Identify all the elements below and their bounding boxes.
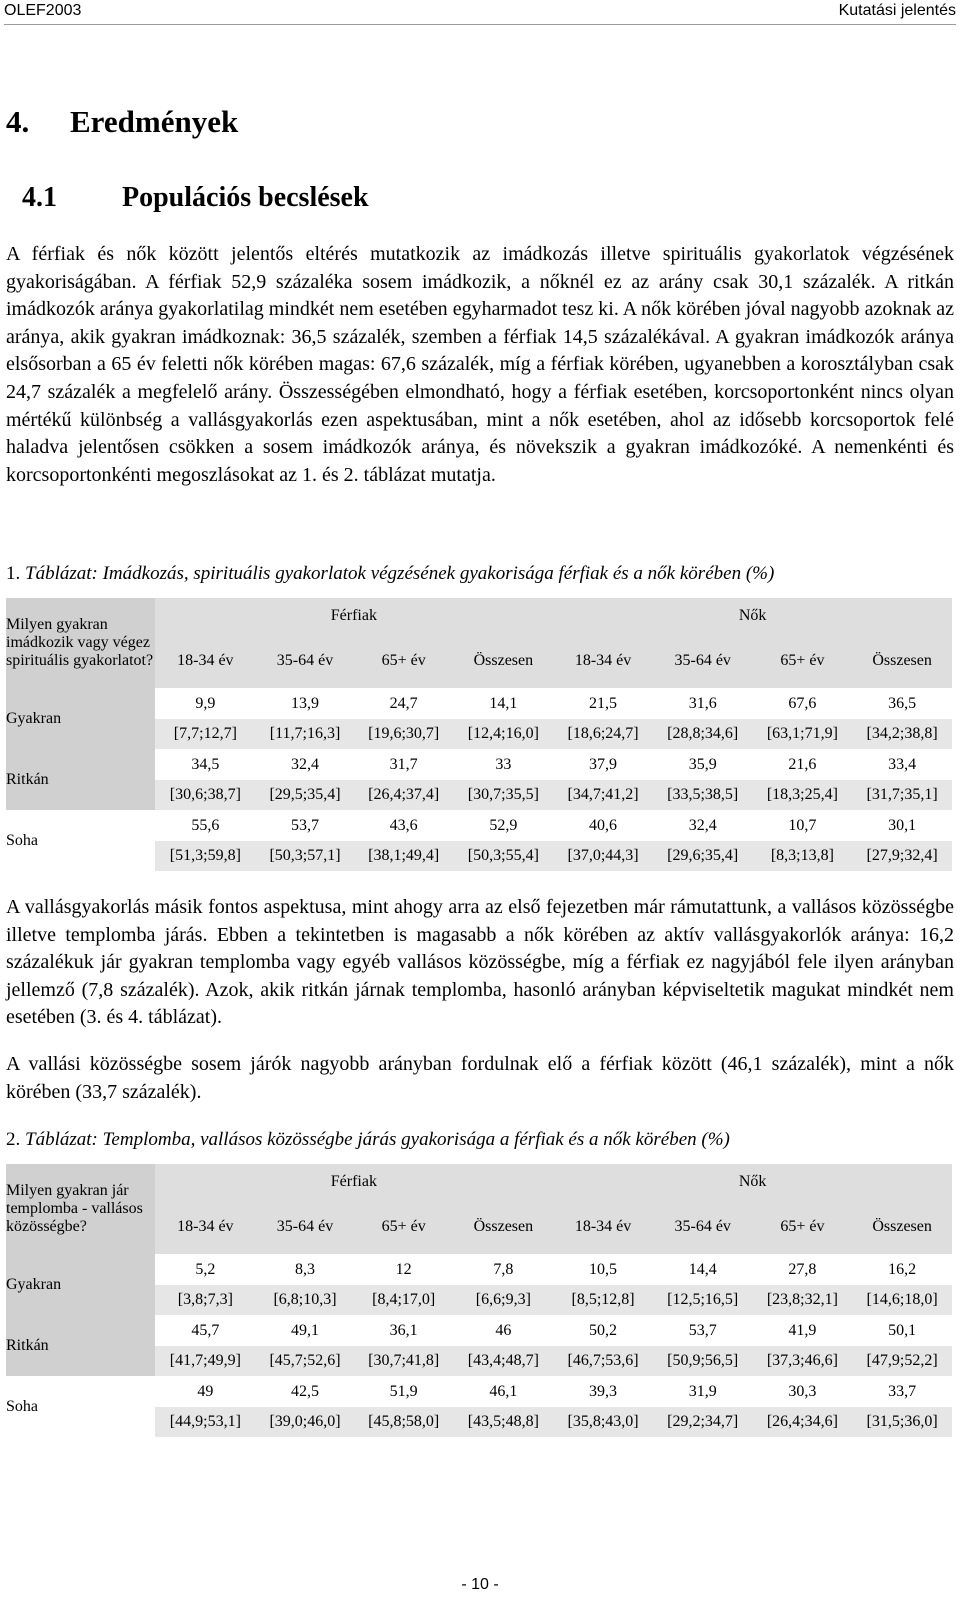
table-cell-value: 40,6 (589, 816, 618, 834)
table-cell-ci: [34,2;38,8] (866, 725, 938, 742)
table-2-col-header: 65+ év (753, 1200, 853, 1254)
table-2-group-men: Férfiak (155, 1164, 554, 1200)
table-cell-ci: [8,5;12,8] (571, 1291, 635, 1308)
table-cell-ci: [29,2;34,7] (667, 1413, 739, 1430)
table-cell-ci: [45,7;52,6] (269, 1352, 341, 1369)
table-cell-value: 32,4 (688, 816, 717, 834)
table-cell-ci: [6,8;10,3] (273, 1291, 337, 1308)
subsection-title: Populációs becslések (122, 182, 369, 213)
table-cell-value: 50,2 (589, 1321, 618, 1339)
table-2-row-label: Gyakran (6, 1254, 155, 1315)
table-cell-value: 31,9 (688, 1382, 717, 1400)
table-cell-value: 46,1 (489, 1382, 518, 1400)
table-cell-ci: [50,9;56,5] (667, 1352, 739, 1369)
table-cell-value: 53,7 (688, 1321, 717, 1339)
table-cell-ci: [47,9;52,2] (866, 1352, 938, 1369)
table-cell-ci: [27,9;32,4] (866, 847, 938, 864)
table-1-col-header: Összesen (454, 634, 554, 688)
table-row (6, 1376, 952, 1407)
table-cell-ci: [30,7;35,5] (467, 786, 539, 803)
table-1-row-label: Soha (6, 810, 155, 871)
table-cell-ci: [8,3;13,8] (770, 847, 834, 864)
table-cell-ci: [35,8;43,0] (567, 1413, 639, 1430)
table-cell-value: 45,7 (191, 1321, 220, 1339)
table-1-col-header: 18-34 év (155, 634, 257, 688)
table-cell-value: 36,5 (888, 694, 917, 712)
table-2-col-header: 35-64 év (653, 1200, 753, 1254)
table-cell-ci: [31,7;35,1] (866, 786, 938, 803)
table-cell-value: 7,8 (493, 1260, 514, 1278)
table-cell-value: 31,6 (688, 694, 717, 712)
table-1 (6, 598, 952, 871)
section-heading (6, 104, 238, 140)
table-cell-value: 46 (495, 1321, 512, 1339)
subsection-number: 4.1 (22, 182, 57, 213)
table-cell-ci: [45,8;58,0] (368, 1413, 440, 1430)
table-2-question: Milyen gyakran jár templomba - vallásos közösségbe? (6, 1164, 155, 1254)
table-cell-ci: [30,7;41,8] (368, 1352, 440, 1369)
table-cell-value: 36,1 (389, 1321, 418, 1339)
paragraph-church-attendance: A vallásgyakorlás másik fontos aspektusa, mint ahogy arra az első fejezetben már rámutattunk, a vallásos közösségbe illetve templomba járás. Ebben a tekintetben is magasabb a nők körében az aktív vallásgyakorlók aránya: 16,2 százalékuk jár gyakran templomba vagy egyéb vallásos közösségbe, míg a férfiak ez nagyjából fele ilyen arányban jellemző (7,8 százalék). Azok, akik ritkán járnak templomba, hasonló arányban képviseltetik magukat mindkét nem esetében (3. és 4. táblázat). (6, 896, 954, 1029)
table-cell-value: 8,3 (295, 1260, 316, 1278)
page-header (4, 0, 956, 25)
table-cell-value: 16,2 (888, 1260, 917, 1278)
table-cell-ci: [26,4;37,4] (368, 786, 440, 803)
table-cell-value: 14,1 (489, 694, 518, 712)
table-1-caption-number: 1. (6, 563, 21, 584)
table-row (6, 1315, 952, 1346)
table-row (6, 810, 952, 841)
table-1-col-header: 18-34 év (553, 634, 653, 688)
table-1-col-header: 65+ év (753, 634, 853, 688)
table-cell-ci: [23,8;32,1] (766, 1291, 838, 1308)
table-cell-value: 30,3 (788, 1382, 817, 1400)
table-1-row-label: Gyakran (6, 688, 155, 749)
table-cell-value: 24,7 (389, 694, 418, 712)
paragraph-prayer: A férfiak és nők között jelentős eltérés mutatkozik az imádkozás illetve spirituális gyakorlatok végzésének gyakoriságában. A férfiak 52,9 százaléka sosem imádkozik, a nőknél ez az arány csak 30,1 százalék. A ritkán imádkozók aránya gyakorlatilag mindkét nem esetében egyharmadot tesz ki. A nők körében jóval nagyobb azoknak az aránya, akik gyakran imádkoznak: 36,5 százalék, szemben a férfiak 14,5 százalékával. A gyakran imádkozók aránya elsősorban a 65 év feletti nők körében magas: 67,6 százalék, míg a férfiak körében, ugyanebben a korosztályban csak 24,7 százalék a megfelelő arány. Összességében elmondható, hogy a férfiak esetében, korcsoportonként nincs olyan mértékű különbség a vallásgyakorlás ezen aspektusában, mint a nők esetében, ahol az idősebb korcsoportok felé haladva jelentősen csökken a sosem imádkozók aránya, és növekszik a gyakran imádkozóké. A nemenkénti és korcsoportonkénti megoszlásokat az 1. és 2. táblázat mutatja. (6, 243, 954, 486)
table-cell-value: 33,7 (888, 1382, 917, 1400)
table-cell-ci: [19,6;30,7] (368, 725, 440, 742)
table-2-row-label: Soha (6, 1376, 155, 1437)
section-title: Eredmények (70, 104, 239, 139)
table-row (6, 1254, 952, 1285)
table-cell-ci: [46,7;53,6] (567, 1352, 639, 1369)
table-cell-value: 42,5 (291, 1382, 320, 1400)
table-cell-ci: [30,6;38,7] (169, 786, 241, 803)
table-cell-value: 35,9 (688, 755, 717, 773)
table-2-col-header: 35-64 év (256, 1200, 354, 1254)
table-2-group-women: Nők (553, 1164, 952, 1200)
table-cell-value: 21,5 (589, 694, 618, 712)
table-1-col-header: 65+ év (354, 634, 454, 688)
table-cell-ci: [6,6;9,3] (475, 1291, 531, 1308)
table-cell-ci: [43,4;48,7] (467, 1352, 539, 1369)
table-cell-ci: [29,5;35,4] (269, 786, 341, 803)
table-cell-value: 39,3 (589, 1382, 618, 1400)
table-cell-value: 21,6 (788, 755, 817, 773)
table-row (6, 688, 952, 719)
table-cell-ci: [39,0;46,0] (269, 1413, 341, 1430)
table-cell-ci: [7,7;12,7] (173, 725, 237, 742)
table-cell-ci: [29,6;35,4] (667, 847, 739, 864)
table-cell-ci: [50,3;57,1] (269, 847, 341, 864)
table-row (6, 749, 952, 780)
table-1-col-header: 35-64 év (256, 634, 354, 688)
table-cell-ci: [50,3;55,4] (467, 847, 539, 864)
header-report-type: Kutatási jelentés (838, 2, 956, 19)
paragraph-never-attend: A vallási közösségbe sosem járók nagyobb arányban fordulnak elő a férfiak között (46,1 százalék), mint a nők körében (33,7 százalék). (6, 1053, 954, 1103)
table-2-caption (6, 1129, 954, 1151)
table-cell-value: 33,4 (888, 755, 917, 773)
table-2-col-header: Összesen (454, 1200, 554, 1254)
table-2-col-header: 18-34 év (155, 1200, 257, 1254)
table-1-group-men: Férfiak (155, 598, 554, 634)
table-cell-value: 30,1 (888, 816, 917, 834)
table-cell-ci: [11,7;16,3] (269, 725, 341, 742)
table-1-caption (6, 563, 954, 585)
table-cell-ci: [63,1;71,9] (766, 725, 838, 742)
section-number: 4. (6, 104, 30, 139)
table-cell-ci: [26,4;34,6] (766, 1413, 838, 1430)
table-cell-value: 67,6 (788, 694, 817, 712)
table-2-row-label: Ritkán (6, 1315, 155, 1376)
table-cell-value: 49 (197, 1382, 214, 1400)
table-1-col-header: Összesen (852, 634, 952, 688)
table-cell-ci: [38,1;49,4] (368, 847, 440, 864)
table-cell-value: 13,9 (291, 694, 320, 712)
table-cell-ci: [43,5;48,8] (467, 1413, 539, 1430)
table-cell-ci: [3,8;7,3] (177, 1291, 233, 1308)
table-1-question: Milyen gyakran imádkozik vagy végez spirituális gyakorlatot? (6, 598, 155, 688)
table-cell-value: 43,6 (389, 816, 418, 834)
table-cell-value: 14,4 (688, 1260, 717, 1278)
table-1-row-label: Ritkán (6, 749, 155, 810)
table-cell-ci: [34,7;41,2] (567, 786, 639, 803)
table-cell-value: 41,9 (788, 1321, 817, 1339)
header-report-code: OLEF2003 (4, 2, 82, 19)
table-cell-value: 50,1 (888, 1321, 917, 1339)
table-cell-value: 34,5 (191, 755, 220, 773)
page-number: - 10 - (461, 1576, 499, 1593)
table-2-col-header: 65+ év (354, 1200, 454, 1254)
table-1-caption-text: Táblázat: Imádkozás, spirituális gyakorlatok végzésének gyakorisága férfiak és a nők körében (%) (25, 563, 775, 584)
table-cell-value: 53,7 (291, 816, 320, 834)
subsection-heading (22, 182, 369, 214)
table-cell-value: 27,8 (788, 1260, 817, 1278)
table-cell-ci: [28,8;34,6] (667, 725, 739, 742)
table-2-col-header: Összesen (852, 1200, 952, 1254)
table-cell-value: 49,1 (291, 1321, 320, 1339)
table-cell-ci: [41,7;49,9] (169, 1352, 241, 1369)
table-cell-ci: [12,5;16,5] (667, 1291, 739, 1308)
table-cell-value: 10,5 (589, 1260, 618, 1278)
table-cell-ci: [14,6;18,0] (866, 1291, 938, 1308)
table-1-col-header: 35-64 év (653, 634, 753, 688)
table-2 (6, 1164, 952, 1437)
table-2-col-header: 18-34 év (553, 1200, 653, 1254)
table-cell-value: 33 (495, 755, 512, 773)
table-cell-ci: [37,0;44,3] (567, 847, 639, 864)
table-cell-value: 51,9 (389, 1382, 418, 1400)
table-cell-value: 5,2 (195, 1260, 216, 1278)
table-cell-value: 12 (395, 1260, 412, 1278)
table-cell-ci: [37,3;46,6] (766, 1352, 838, 1369)
table-cell-ci: [44,9;53,1] (169, 1413, 241, 1430)
table-cell-ci: [18,6;24,7] (567, 725, 639, 742)
table-cell-value: 52,9 (489, 816, 518, 834)
table-2-caption-number: 2. (6, 1129, 21, 1150)
table-cell-value: 32,4 (291, 755, 320, 773)
table-cell-ci: [33,5;38,5] (667, 786, 739, 803)
table-cell-ci: [8,4;17,0] (372, 1291, 436, 1308)
table-cell-ci: [12,4;16,0] (467, 725, 539, 742)
table-cell-value: 37,9 (589, 755, 618, 773)
table-cell-value: 31,7 (389, 755, 418, 773)
table-cell-ci: [51,3;59,8] (169, 847, 241, 864)
table-cell-ci: [31,5;36,0] (866, 1413, 938, 1430)
table-1-group-women: Nők (553, 598, 952, 634)
table-cell-value: 9,9 (195, 694, 216, 712)
table-2-caption-text: Táblázat: Templomba, vallásos közösségbe járás gyakorisága a férfiak és a nők körében (%) (25, 1129, 730, 1150)
table-cell-value: 55,6 (191, 816, 220, 834)
table-cell-value: 10,7 (788, 816, 817, 834)
table-cell-ci: [18,3;25,4] (766, 786, 838, 803)
